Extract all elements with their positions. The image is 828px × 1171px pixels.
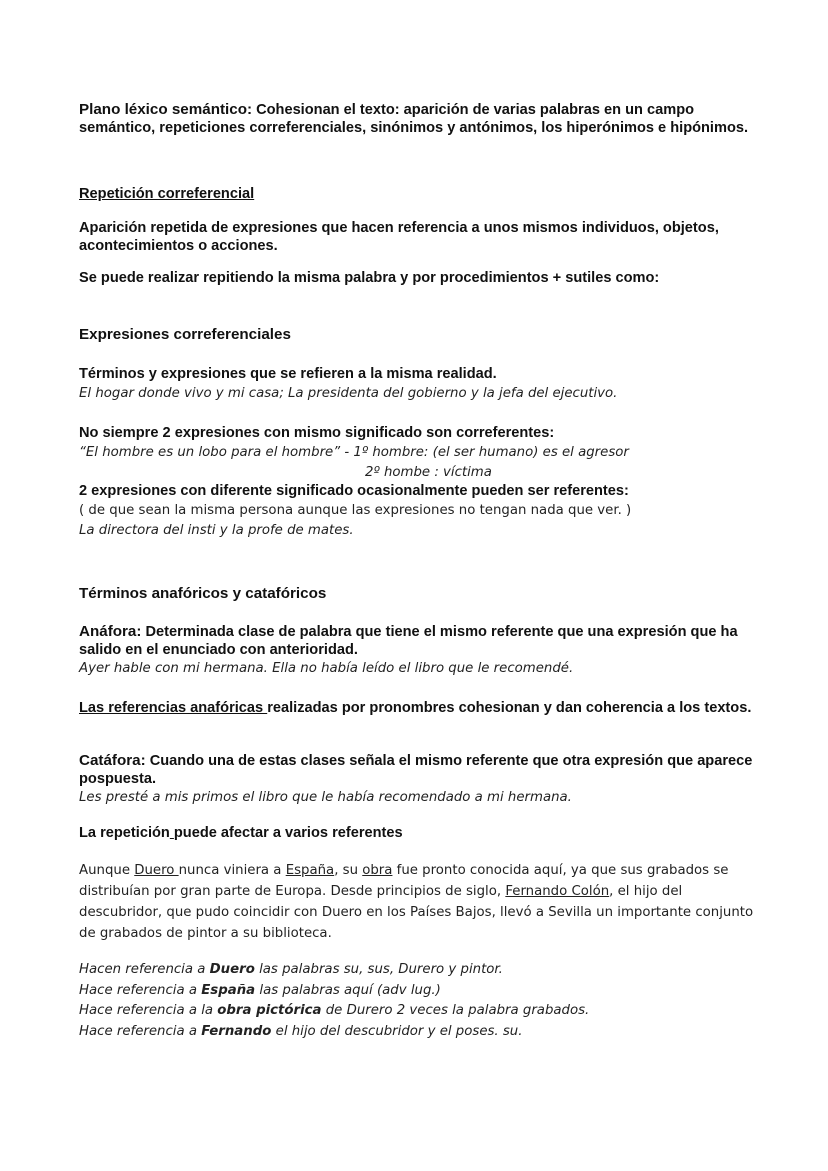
repeticion-multi-title-b: puede afectar a varios referentes: [173, 825, 403, 841]
reference-text: las palabras su, sus, Durero y pintor.: [254, 962, 503, 977]
para-text-4: fue pronto conocida aquí, ya que sus grabados se distribuían por gran parte de Europa. Desde principios de siglo,: [79, 863, 729, 899]
reference-line: [79, 1022, 758, 1043]
para-text-5: , el hijo del descubridor, que pudo coincidir con Duero en los Países Bajos, llevó a Sevilla un importante conjunto de grabados de pintor a su biblioteca.: [79, 884, 754, 941]
referencias-underlined: Las referencias anafóricas: [79, 700, 268, 716]
anaforicos-title: Términos anafóricos y catafóricos: [79, 585, 327, 602]
reference-text: Hace referencia a la: [79, 1003, 218, 1018]
para-text-1: Aunque: [79, 863, 135, 878]
expresiones-p3-note: ( de que sean la misma persona aunque las expresiones no tengan nada que ver. ): [79, 502, 632, 518]
referencias-rest: realizadas por pronombres cohesionan y dan coherencia a los textos.: [267, 700, 752, 716]
plano-label: Plano léxico semántico:: [79, 101, 253, 118]
expresiones-title: Expresiones correferenciales: [79, 326, 291, 343]
repeticion-definition: Aparición repetida de expresiones que hacen referencia a unos mismos individuos, objetos, acontecimientos o acciones.: [79, 220, 719, 254]
repeticion-multi-title-a: La repetición: [79, 825, 170, 841]
anafora-text: Determinada clase de palabra que tiene el mismo referente que una expresión que ha salido en el enunciado con anterioridad.: [79, 624, 738, 658]
catafora-definition: [79, 752, 758, 788]
expresiones-p3-example: La directora del insti y la profe de mates.: [79, 523, 354, 538]
plano-text: Cohesionan el texto: aparición de varias palabras en un campo semántico, repeticiones correferenciales, sinónimos y antónimos, los hiperónimos e hipónimos.: [79, 102, 749, 136]
para-obra: obra: [362, 863, 393, 878]
expresiones-p2-bold: No siempre 2 expresiones con mismo significado son correferentes:: [79, 425, 555, 441]
example-paragraph: [79, 860, 758, 944]
expresiones-p1-example: El hogar donde vivo y mi casa; La presidenta del gobierno y la jefa del ejecutivo.: [79, 385, 618, 401]
reference-text: Hace referencia a: [79, 1023, 202, 1039]
repeticion-title: Repetición correferencial: [79, 186, 255, 202]
expresiones-p2: [79, 425, 758, 484]
catafora-text: Cuando una de estas clases señala el mismo referente que otra expresión que aparece pospuesta.: [79, 753, 753, 787]
catafora-example: Les presté a mis primos el libro que le había recomendado a mi hermana.: [79, 790, 572, 805]
reference-term: obra pictórica: [217, 1003, 322, 1018]
catafora-paragraph: [79, 752, 758, 809]
references-list: [79, 960, 758, 1042]
plano-lexico-paragraph: [79, 101, 758, 137]
repeticion-multi-title: [79, 825, 758, 843]
anafora-definition: [79, 623, 758, 659]
reference-line: [79, 1001, 758, 1022]
reference-text: de Durero 2 veces la palabra grabados.: [321, 1003, 590, 1018]
anafora-paragraph: [79, 623, 758, 680]
para-text-3: , su: [334, 863, 363, 878]
expresiones-p1-bold: Términos y expresiones que se refieren a la misma realidad.: [79, 366, 497, 382]
expresiones-p3-bold: 2 expresiones con diferente significado ocasionalmente pueden ser referentes:: [79, 483, 629, 499]
reference-line: [79, 960, 758, 981]
reference-text: Hacen referencia a: [79, 962, 210, 977]
reference-term: España: [201, 982, 256, 998]
repeticion-note: Se puede realizar repitiendo la misma palabra y por procedimientos + sutiles como:: [79, 270, 660, 286]
reference-line: [79, 981, 758, 1002]
anafora-label: Anáfora:: [79, 623, 142, 640]
reference-text: Hace referencia a: [79, 982, 202, 998]
referencias-anaforicas-paragraph: [79, 700, 758, 718]
para-espana: España: [285, 863, 335, 878]
reference-text: las palabras aquí (adv lug.): [255, 982, 441, 998]
reference-term: Duero: [209, 962, 255, 977]
expresiones-p1: [79, 366, 758, 404]
reference-text: el hijo del descubridor y el poses. su.: [271, 1023, 523, 1039]
para-text-2: nunca viniera a: [178, 863, 286, 878]
expresiones-p3: [79, 483, 758, 542]
expresiones-p2-example2: 2º hombe : víctima: [365, 465, 492, 480]
para-fernando: Fernando Colón: [505, 884, 610, 899]
reference-term: Fernando: [201, 1023, 272, 1039]
para-duero: Duero: [134, 863, 179, 878]
expresiones-p2-example1: “El hombre es un lobo para el hombre” - 1º hombre: (el ser humano) es el agresor: [79, 444, 629, 460]
catafora-label: Catáfora:: [79, 752, 146, 769]
anafora-example: Ayer hable con mi hermana. Ella no había leído el libro que le recomendé.: [79, 661, 574, 676]
